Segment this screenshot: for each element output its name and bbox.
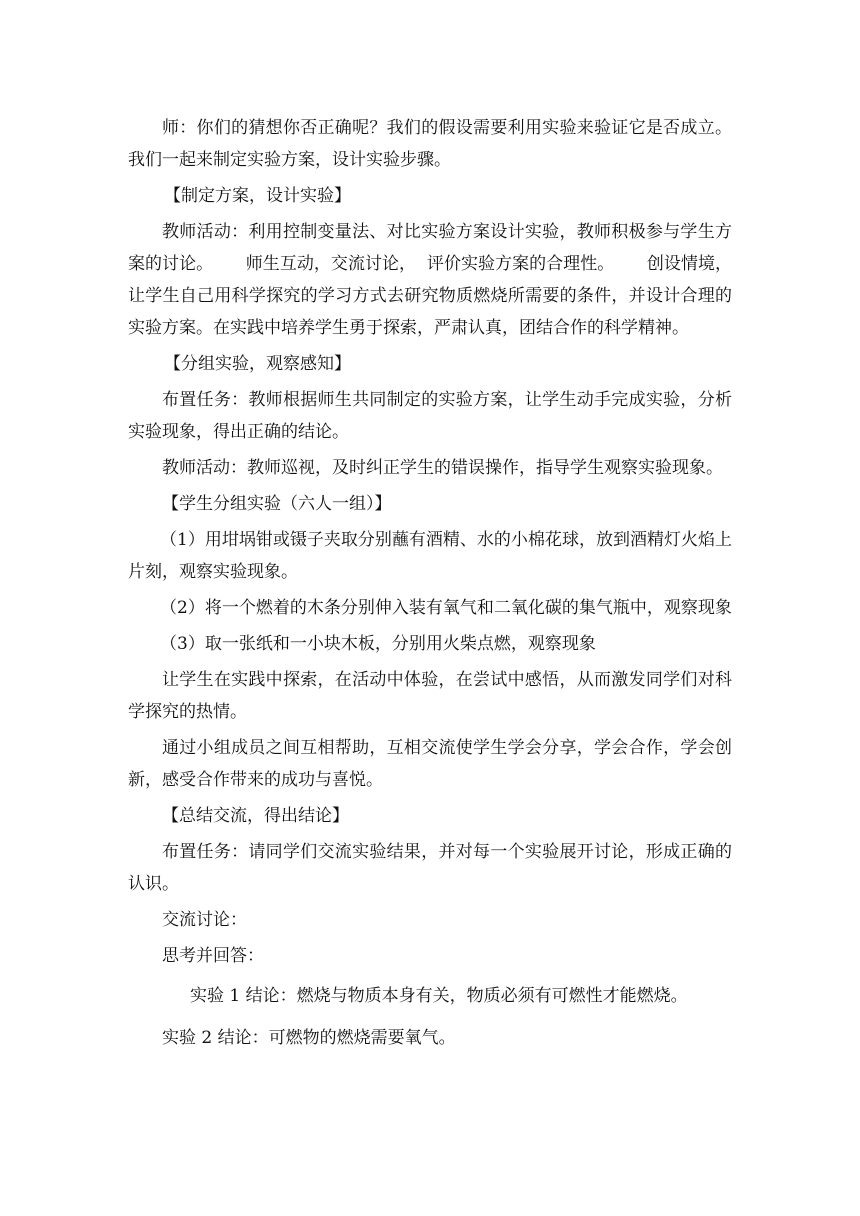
paragraph-assign-task-experiment: 布置任务：教师根据师生共同制定的实验方案，让学生动手完成实验，分析实验现象，得出正确的结论。 xyxy=(128,390,732,442)
paragraph-discussion-label: 交流讨论： xyxy=(162,910,247,930)
document-page xyxy=(128,112,732,1058)
experiment-step-1: （1）用坩埚钳或镊子夹取分别蘸有酒精、水的小棉花球，放到酒精灯火焰上片刻，观察实验现象。 xyxy=(128,530,732,582)
paragraph-teacher-activity-patrol: 教师活动：教师巡视，及时纠正学生的错误操作，指导学生观察实验现象。 xyxy=(162,458,723,478)
paragraph-teacher-activity-design: 教师活动：利用控制变量法、对比实验方案设计实验，教师积极参与学生方案的讨论。 师生互动，交流讨论， 评价实验方案的合理性。 创设情境，让学生自己用科学探究的学习方式去研究物质燃烧所需要的条件，并设计合理的实验方案。在实践中培养学生勇于探索，严肃认真，团结合作的科学精神。 xyxy=(128,222,732,338)
paragraph-group-cooperation: 通过小组成员之间互相帮助，互相交流使学生学会分享，学会合作，学会创新，感受合作带来的成功与喜悦。 xyxy=(128,738,732,790)
paragraph-assign-task-discussion: 布置任务：请同学们交流实验结果，并对每一个实验展开讨论，形成正确的认识。 xyxy=(128,842,732,894)
section-heading-student-groups: 【学生分组实验（六人一组）】 xyxy=(162,494,392,514)
experiment-step-3: （3）取一张纸和一小块木板，分别用火柴点燃，观察现象 xyxy=(160,634,596,654)
experiment-step-2: （2）将一个燃着的木条分别伸入装有氧气和二氧化碳的集气瓶中，观察现象 xyxy=(160,598,732,618)
section-heading-group-experiment: 【分组实验，观察感知】 xyxy=(164,354,351,374)
experiment-1-conclusion: 实验 1 结论：燃烧与物质本身有关，物质必须有可燃性才能燃烧。 xyxy=(190,986,688,1006)
section-heading-summary: 【总结交流，得出结论】 xyxy=(162,806,349,826)
section-heading-plan-design: 【制定方案，设计实验】 xyxy=(164,186,351,206)
experiment-2-conclusion: 实验 2 结论：可燃物的燃烧需要氧气。 xyxy=(162,1028,456,1048)
paragraph-think-answer-label: 思考并回答： xyxy=(162,946,264,966)
paragraph-explore-practice: 让学生在实践中探索，在活动中体验，在尝试中感悟，从而激发同学们对科学探究的热情。 xyxy=(128,670,732,722)
paragraph-teacher-question: 师：你们的猜想你否正确呢？我们的假设需要利用实验来验证它是否成立。我们一起来制定实验方案，设计实验步骤。 xyxy=(128,118,732,170)
